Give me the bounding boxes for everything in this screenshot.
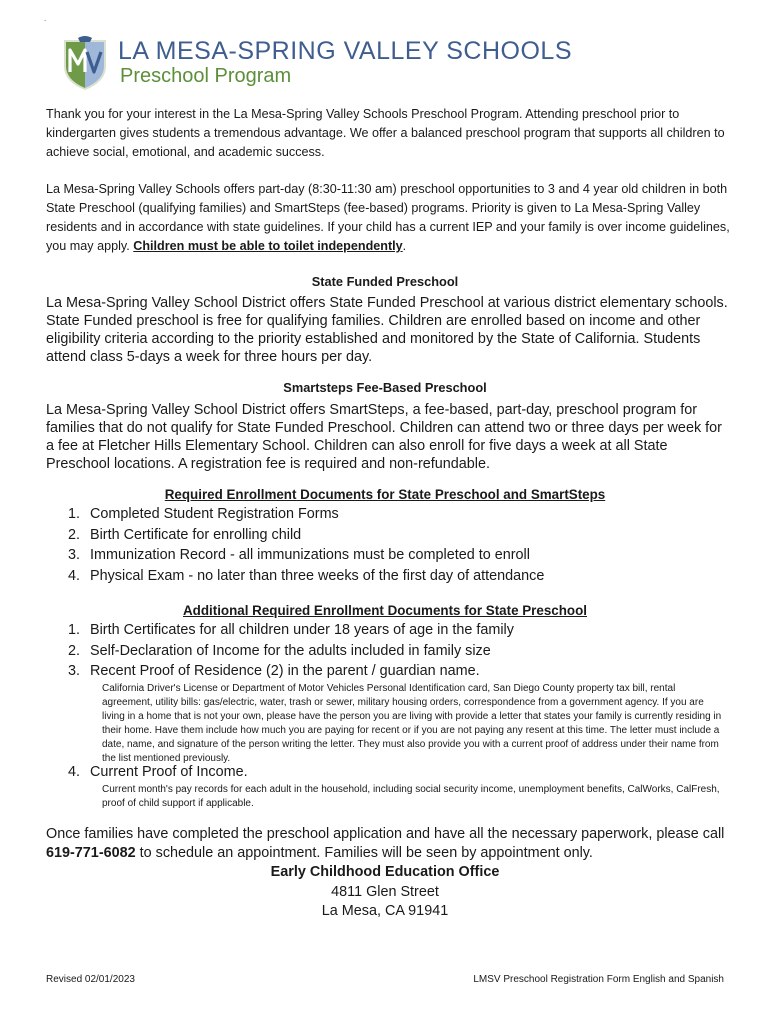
list-item-text: Birth Certificates for all children under 18 years of age in the family: [90, 622, 514, 638]
list-item-number: 4.: [68, 764, 81, 780]
required-docs-list: [46, 504, 730, 586]
closing-paragraph: [46, 825, 746, 863]
list-item-number: 1.: [68, 622, 81, 638]
office-address: [46, 863, 724, 922]
list-item-text: Physical Exam - no later than three weeks of the first day of attendance: [90, 567, 545, 584]
office-city: La Mesa, CA 91941: [321, 903, 449, 919]
shield-logo-icon: [60, 36, 110, 92]
smartsteps-body: La Mesa-Spring Valley School District offers SmartSteps, a fee-based, part-day, preschool program for families that do not qualify for State Funded Preschool. Children can attend two or three days per week for a fee at Fletcher Hills Elementary School. Children can also enroll for five days a week at all State Preschool locations. A registration fee is required and non-refundable.: [46, 402, 722, 472]
office-name: Early Childhood Education Office: [270, 864, 500, 880]
list-item-text: Birth Certificate for enrolling child: [90, 526, 302, 543]
office-street: 4811 Glen Street: [331, 883, 439, 900]
revision-date: Revised 02/01/2023: [46, 974, 135, 985]
state-funded-heading: State Funded Preschool: [311, 274, 459, 289]
form-title-footer: LMSV Preschool Registration Form English and Spanish: [473, 974, 724, 985]
list-item: [46, 504, 730, 525]
list-item-text: Self-Declaration of Income for the adults included in family size: [90, 642, 491, 659]
list-item-text: Current Proof of Income.: [90, 764, 248, 780]
stray-mark: .: [44, 14, 47, 23]
closing-text-after: to schedule an appointment. Families will be seen by appointment only.: [135, 845, 593, 861]
income-proof-note: Current month's pay records for each adult in the household, including social security income, unemployment benefits, CalWorks, CalFresh, proof of child support if applicable.: [102, 784, 720, 809]
list-item-number: 3.: [68, 547, 81, 563]
list-item-number: 3.: [68, 663, 81, 679]
logo-subtitle: Preschool Program: [120, 65, 292, 87]
intro-paragraph-1: Thank you for your interest in the La Mesa-Spring Valley Schools Preschool Program. Attending preschool prior to kindergarten gives students a tremendous advantage. We offer a balanced preschool program that supports all children to achieve social, emotional, and academic success.: [46, 107, 725, 159]
district-logo: [60, 36, 573, 94]
additional-docs-list-continued: [46, 762, 730, 782]
list-item-text: Completed Student Registration Forms: [90, 506, 339, 522]
list-item-text: Immunization Record - all immunizations must be completed to enroll: [90, 547, 530, 563]
phone-number: 619-771-6082: [46, 845, 136, 861]
smartsteps-heading: Smartsteps Fee-Based Preschool: [283, 380, 487, 395]
list-item: [46, 566, 730, 587]
list-item: [46, 762, 730, 782]
closing-text-before: Once families have completed the preschool application and have all the necessary paperwork, please call: [46, 826, 725, 842]
list-item: [46, 661, 730, 682]
list-item-number: 2.: [68, 642, 81, 659]
list-item: [46, 641, 730, 662]
intro-paragraph-2: [46, 180, 734, 256]
list-item: [46, 620, 730, 641]
logo-title: LA MESA-SPRING VALLEY SCHOOLS: [118, 37, 573, 65]
intro-paragraph-2-text: La Mesa-Spring Valley Schools offers part-day (8:30-11:30 am) preschool opportunities to 3 and 4 year old children in both State Preschool (qualifying families) and SmartSteps (fee-based) programs. Priority is given to La Mesa-Spring Valley residents and in accordance with state guidelines. If your child has a current IEP and your family is over income guidelines, you may apply.: [46, 182, 730, 253]
list-item: [46, 525, 730, 546]
list-item-number: 1.: [68, 506, 81, 522]
list-item-text: Recent Proof of Residence (2) in the parent / guardian name.: [90, 663, 480, 679]
required-docs-heading: Required Enrollment Documents for State Preschool and SmartSteps: [164, 487, 606, 502]
state-funded-body: La Mesa-Spring Valley School District offers State Funded Preschool at various district elementary schools. State Funded preschool is free for qualifying families. Children are enrolled based on income and other eligibility criteria according to the priority established and monitored by the State of California. Students attend class 5-days a week for three hours per day.: [46, 295, 728, 365]
intro-paragraph-2-end: .: [402, 239, 407, 253]
toilet-requirement: Children must be able to toilet independently: [133, 239, 403, 253]
list-item-number: 4.: [68, 567, 81, 584]
list-item: [46, 545, 730, 566]
additional-docs-list: [46, 620, 730, 682]
additional-docs-heading: Additional Required Enrollment Documents for State Preschool: [182, 603, 587, 618]
list-item-number: 2.: [68, 526, 81, 543]
residence-proof-note: California Driver's License or Department of Motor Vehicles Personal Identification card, San Diego County property tax bill, rental agreement, utility bills: gas/electric, water, trash or sewer, military housing orders, correspondence from a government agency. If you are living in a home that is not your own, please have the person you are living with provide a letter that states your family is currently residing in their home. Have them include how much you are paying for recent or if you are not paying any resent at this time. The letter must include a date, name, and signature of the person writing the letter. They must also provide you with a current proof of address under their name from the list mentioned previously.: [102, 683, 722, 764]
